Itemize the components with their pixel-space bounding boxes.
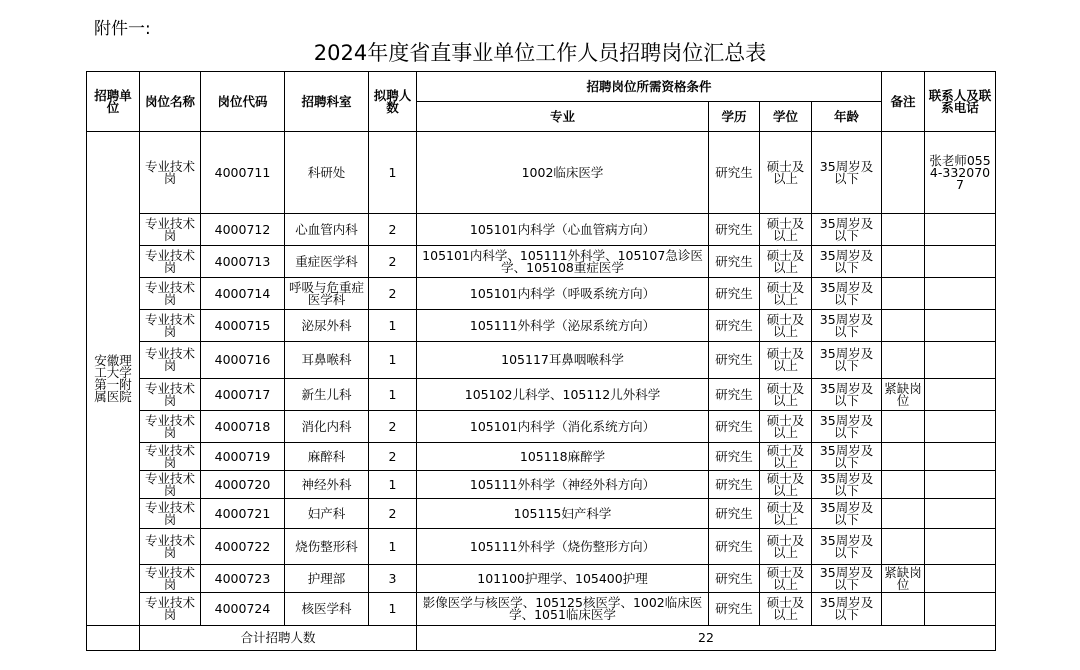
count-cell: 2 [369, 499, 417, 529]
header-degree: 学位 [760, 102, 812, 132]
header-remarks: 备注 [882, 72, 925, 132]
header-education: 学历 [709, 102, 760, 132]
major-cell: 105101内科学（呼吸系统方向） [417, 278, 709, 310]
position-code-cell: 4000718 [201, 411, 285, 443]
department-cell: 护理部 [285, 565, 369, 593]
education-cell: 研究生 [709, 278, 760, 310]
education-cell: 研究生 [709, 214, 760, 246]
age-cell: 35周岁及以下 [812, 379, 882, 411]
major-cell: 105118麻醉学 [417, 443, 709, 471]
major-cell: 105101内科学（心血管病方向） [417, 214, 709, 246]
position-code-cell: 4000713 [201, 246, 285, 278]
major-cell: 影像医学与核医学、105125核医学、1002临床医学、1051临床医学 [417, 593, 709, 626]
education-cell: 研究生 [709, 565, 760, 593]
table-row [87, 310, 996, 342]
position-name-cell: 专业技术岗 [140, 214, 201, 246]
position-name-cell: 专业技术岗 [140, 499, 201, 529]
position-name-cell: 专业技术岗 [140, 342, 201, 379]
count-cell: 1 [369, 593, 417, 626]
department-cell: 呼吸与危重症医学科 [285, 278, 369, 310]
department-cell: 神经外科 [285, 471, 369, 499]
header-count: 拟聘人数 [369, 72, 417, 132]
age-cell: 35周岁及以下 [812, 214, 882, 246]
degree-cell: 硕士及以上 [760, 246, 812, 278]
degree-cell: 硕士及以上 [760, 529, 812, 565]
table-row [87, 132, 996, 214]
education-cell: 研究生 [709, 379, 760, 411]
position-name-cell: 专业技术岗 [140, 132, 201, 214]
degree-cell: 硕士及以上 [760, 499, 812, 529]
table-row [87, 471, 996, 499]
degree-cell: 硕士及以上 [760, 565, 812, 593]
degree-cell: 硕士及以上 [760, 471, 812, 499]
header-qualifications: 招聘岗位所需资格条件 [417, 72, 882, 102]
age-cell: 35周岁及以下 [812, 471, 882, 499]
education-cell: 研究生 [709, 411, 760, 443]
position-name-cell: 专业技术岗 [140, 471, 201, 499]
position-code-cell: 4000721 [201, 499, 285, 529]
major-cell: 1002临床医学 [417, 132, 709, 214]
count-cell: 1 [369, 529, 417, 565]
degree-cell: 硕士及以上 [760, 443, 812, 471]
department-cell: 重症医学科 [285, 246, 369, 278]
contact-empty-cell [925, 593, 996, 626]
education-cell: 研究生 [709, 310, 760, 342]
remark-cell [882, 246, 925, 278]
education-cell: 研究生 [709, 342, 760, 379]
position-code-cell: 4000723 [201, 565, 285, 593]
department-cell: 心血管内科 [285, 214, 369, 246]
age-cell: 35周岁及以下 [812, 132, 882, 214]
position-code-cell: 4000712 [201, 214, 285, 246]
position-code-cell: 4000724 [201, 593, 285, 626]
total-row [87, 626, 996, 651]
count-cell: 2 [369, 443, 417, 471]
table-row [87, 214, 996, 246]
position-name-cell: 专业技术岗 [140, 411, 201, 443]
department-cell: 科研处 [285, 132, 369, 214]
position-name-cell: 专业技术岗 [140, 443, 201, 471]
table-row [87, 342, 996, 379]
contact-empty-cell [925, 471, 996, 499]
table-row [87, 411, 996, 443]
remark-cell [882, 342, 925, 379]
position-name-cell: 专业技术岗 [140, 246, 201, 278]
recruitment-table [86, 71, 996, 651]
header-contact: 联系人及联系电话 [925, 72, 996, 132]
count-cell: 2 [369, 214, 417, 246]
age-cell: 35周岁及以下 [812, 443, 882, 471]
table-row [87, 443, 996, 471]
education-cell: 研究生 [709, 593, 760, 626]
count-cell: 1 [369, 379, 417, 411]
education-cell: 研究生 [709, 132, 760, 214]
position-code-cell: 4000717 [201, 379, 285, 411]
table-row [87, 379, 996, 411]
age-cell: 35周岁及以下 [812, 499, 882, 529]
count-cell: 1 [369, 310, 417, 342]
education-cell: 研究生 [709, 499, 760, 529]
age-cell: 35周岁及以下 [812, 565, 882, 593]
total-label: 合计招聘人数 [140, 626, 417, 651]
count-cell: 3 [369, 565, 417, 593]
contact-empty-cell [925, 246, 996, 278]
position-code-cell: 4000715 [201, 310, 285, 342]
remark-cell [882, 529, 925, 565]
contact-empty-cell [925, 529, 996, 565]
header-position-code: 岗位代码 [201, 72, 285, 132]
position-code-cell: 4000714 [201, 278, 285, 310]
header-major: 专业 [417, 102, 709, 132]
major-cell: 105115妇产科学 [417, 499, 709, 529]
age-cell: 35周岁及以下 [812, 246, 882, 278]
table-row [87, 246, 996, 278]
remark-cell [882, 593, 925, 626]
total-empty-cell [87, 626, 140, 651]
age-cell: 35周岁及以下 [812, 411, 882, 443]
count-cell: 1 [369, 342, 417, 379]
remark-cell [882, 132, 925, 214]
count-cell: 2 [369, 246, 417, 278]
position-name-cell: 专业技术岗 [140, 310, 201, 342]
major-cell: 105111外科学（神经外科方向） [417, 471, 709, 499]
age-cell: 35周岁及以下 [812, 342, 882, 379]
department-cell: 麻醉科 [285, 443, 369, 471]
remark-cell: 紧缺岗位 [882, 565, 925, 593]
department-cell: 烧伤整形科 [285, 529, 369, 565]
education-cell: 研究生 [709, 529, 760, 565]
header-age: 年龄 [812, 102, 882, 132]
degree-cell: 硕士及以上 [760, 593, 812, 626]
total-value: 22 [417, 626, 996, 651]
age-cell: 35周岁及以下 [812, 593, 882, 626]
degree-cell: 硕士及以上 [760, 214, 812, 246]
position-code-cell: 4000716 [201, 342, 285, 379]
attachment-label: 附件一: [94, 19, 151, 39]
age-cell: 35周岁及以下 [812, 310, 882, 342]
department-cell: 泌尿外科 [285, 310, 369, 342]
contact-empty-cell [925, 342, 996, 379]
remark-cell [882, 310, 925, 342]
degree-cell: 硕士及以上 [760, 310, 812, 342]
position-code-cell: 4000722 [201, 529, 285, 565]
degree-cell: 硕士及以上 [760, 278, 812, 310]
header-position-name: 岗位名称 [140, 72, 201, 132]
remark-cell [882, 471, 925, 499]
degree-cell: 硕士及以上 [760, 132, 812, 214]
department-cell: 耳鼻喉科 [285, 342, 369, 379]
table-row [87, 499, 996, 529]
contact-empty-cell [925, 310, 996, 342]
count-cell: 1 [369, 471, 417, 499]
position-name-cell: 专业技术岗 [140, 529, 201, 565]
major-cell: 105101内科学、105111外科学、105107急诊医学、105108重症医学 [417, 246, 709, 278]
age-cell: 35周岁及以下 [812, 529, 882, 565]
contact-empty-cell [925, 443, 996, 471]
major-cell: 105117耳鼻咽喉科学 [417, 342, 709, 379]
position-code-cell: 4000719 [201, 443, 285, 471]
remark-cell [882, 443, 925, 471]
count-cell: 2 [369, 278, 417, 310]
count-cell: 2 [369, 411, 417, 443]
remark-cell [882, 411, 925, 443]
degree-cell: 硕士及以上 [760, 411, 812, 443]
department-cell: 妇产科 [285, 499, 369, 529]
header-unit: 招聘单位 [87, 72, 140, 132]
unit-name-cell: 安徽理工大学第一附属医院 [87, 132, 140, 626]
position-code-cell: 4000711 [201, 132, 285, 214]
page-title: 2024年度省直事业单位工作人员招聘岗位汇总表 [313, 41, 767, 65]
contact-empty-cell [925, 499, 996, 529]
major-cell: 105101内科学（消化系统方向） [417, 411, 709, 443]
education-cell: 研究生 [709, 443, 760, 471]
contact-empty-cell [925, 565, 996, 593]
table-row [87, 593, 996, 626]
table-row [87, 529, 996, 565]
education-cell: 研究生 [709, 246, 760, 278]
header-department: 招聘科室 [285, 72, 369, 132]
header-row [87, 72, 996, 102]
table-row [87, 565, 996, 593]
department-cell: 新生儿科 [285, 379, 369, 411]
remark-cell [882, 214, 925, 246]
position-name-cell: 专业技术岗 [140, 565, 201, 593]
major-cell: 105111外科学（烧伤整形方向） [417, 529, 709, 565]
position-name-cell: 专业技术岗 [140, 379, 201, 411]
department-cell: 核医学科 [285, 593, 369, 626]
count-cell: 1 [369, 132, 417, 214]
position-name-cell: 专业技术岗 [140, 593, 201, 626]
remark-cell: 紧缺岗位 [882, 379, 925, 411]
major-cell: 105102儿科学、105112儿外科学 [417, 379, 709, 411]
department-cell: 消化内科 [285, 411, 369, 443]
remark-cell [882, 278, 925, 310]
position-code-cell: 4000720 [201, 471, 285, 499]
education-cell: 研究生 [709, 471, 760, 499]
contact-empty-cell [925, 278, 996, 310]
position-name-cell: 专业技术岗 [140, 278, 201, 310]
degree-cell: 硕士及以上 [760, 342, 812, 379]
contact-empty-cell [925, 379, 996, 411]
major-cell: 105111外科学（泌尿系统方向） [417, 310, 709, 342]
table-row [87, 278, 996, 310]
age-cell: 35周岁及以下 [812, 278, 882, 310]
major-cell: 101100护理学、105400护理 [417, 565, 709, 593]
contact-cell: 张老师0554-3320707 [925, 132, 996, 214]
remark-cell [882, 499, 925, 529]
degree-cell: 硕士及以上 [760, 379, 812, 411]
contact-empty-cell [925, 411, 996, 443]
contact-empty-cell [925, 214, 996, 246]
